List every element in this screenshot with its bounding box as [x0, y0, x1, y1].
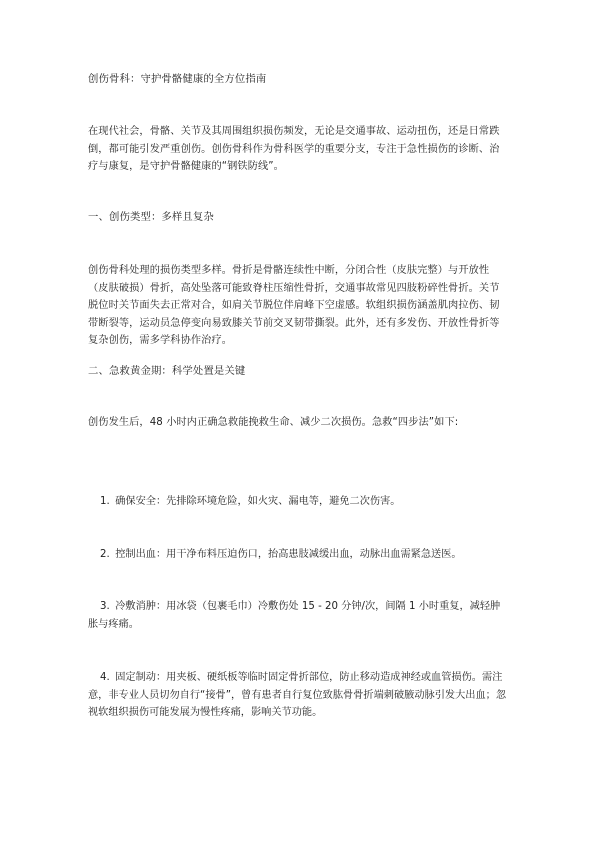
list-number: 2.: [100, 549, 110, 560]
section2-intro: 创伤发生后，48 小时内正确急救能挽救生命、减少二次损伤。急救“四步法”如下:: [88, 417, 459, 428]
list-number: 4.: [100, 672, 110, 683]
list-text: 控制出血：用干净布料压迫伤口，抬高患肢减缓出血，动脉出血需紧急送医。: [115, 549, 462, 560]
intro-paragraph: 在现代社会，骨骼、关节及其周围组织损伤频发，无论是交通事故、运动扭伤，还是日常跌倒，都可能引发严重创伤。创伤骨科作为骨科医学的重要分支，专注于急性损伤的诊断、治疗与康复，是守护骨骼健康的“钢铁防线”。: [88, 126, 500, 172]
document-title: 创伤骨科：守护骨骼健康的全方位指南: [88, 73, 267, 85]
list-item: [88, 546, 508, 564]
section1-heading: 一、创伤类型：多样且复杂: [88, 211, 214, 223]
list-text: 固定制动：用夹板、硬纸板等临时固定骨折部位，防止移动造成神经或血管损伤。需注意，非专业人员切勿自行“接骨”，曾有患者自行复位致肱骨骨折端刺破腋动脉引发大出血；忽视软组织损伤可能发展为慢性疼痛，影响关节功能。: [88, 672, 507, 718]
list-text: 冷敷消肿：用冰袋（包裹毛巾）冷敷伤处 15 - 20 分钟/次，间隔 1 小时重复，减轻肿胀与疼痛。: [88, 601, 501, 630]
list-number: 1.: [100, 496, 110, 507]
section2-heading: 二、急救黄金期：科学处置是关键: [88, 365, 246, 377]
list-number: 3.: [100, 601, 110, 612]
section1-paragraph: 创伤骨科处理的损伤类型多样。骨折是骨骼连续性中断，分闭合性（皮肤完整）与开放性（皮肤破损）骨折，高处坠落可能致脊柱压缩性骨折，交通事故常见四肢粉碎性骨折。关节脱位时关节面失去正常对合，如肩关节脱位伴肩峰下空虚感。软组织损伤涵盖肌肉拉伤、韧带断裂等，运动员急停变向易致膝关节前交叉韧带撕裂。此外，还有多发伤、开放性骨折等复杂创伤，需多学科协作治疗。: [88, 265, 500, 346]
list-item: [88, 493, 508, 511]
list-item: [88, 669, 508, 722]
list-text: 确保安全：先排除环境危险，如火灾、漏电等，避免二次伤害。: [115, 496, 401, 507]
list-item: [88, 598, 508, 633]
